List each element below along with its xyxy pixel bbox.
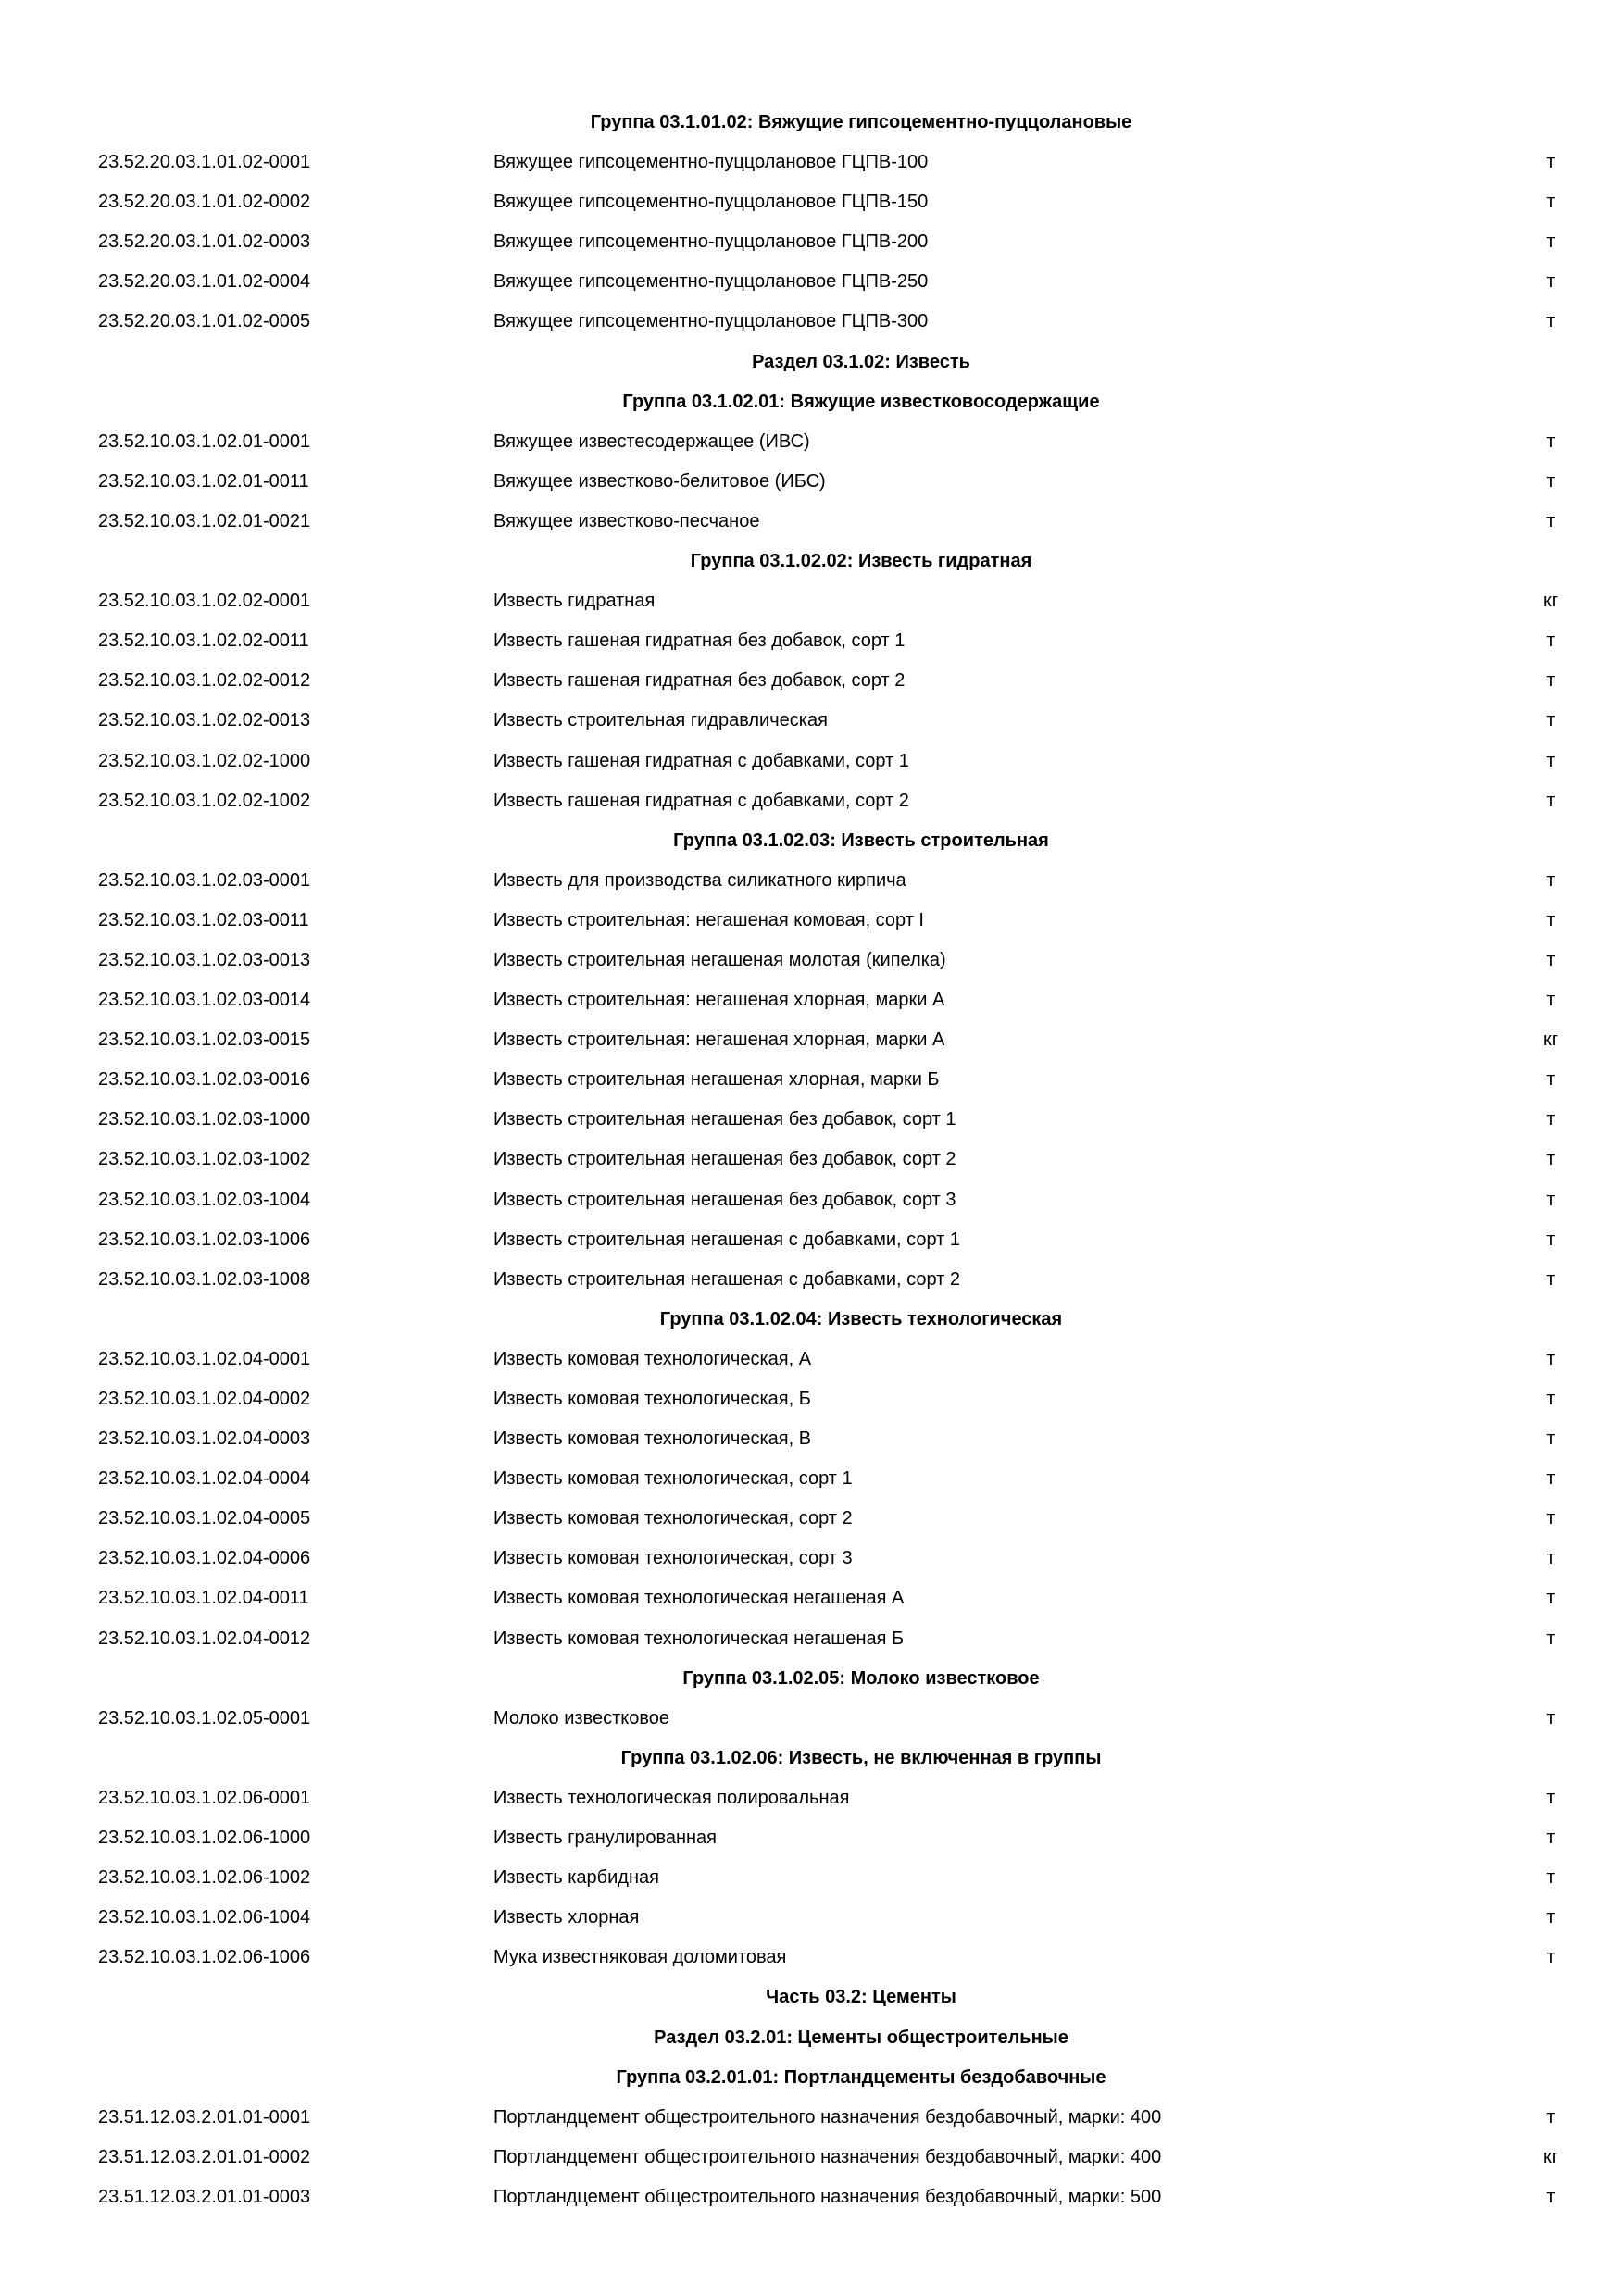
resource-name: Известь хлорная xyxy=(493,1907,640,1928)
unit-of-measure: т xyxy=(1546,1348,1555,1369)
resource-code: 23.52.20.03.1.01.02-0005 xyxy=(98,311,311,332)
resource-code: 23.52.10.03.1.02.01-0011 xyxy=(98,470,309,492)
table-row xyxy=(0,703,1624,742)
table-row xyxy=(0,743,1624,783)
unit-of-measure: т xyxy=(1546,670,1555,692)
table-row xyxy=(0,2140,1624,2179)
table-row xyxy=(0,1940,1624,1979)
table-row xyxy=(0,464,1624,504)
resource-name: Вяжущее известково-белитовое (ИБС) xyxy=(493,470,826,492)
unit-of-measure: т xyxy=(1546,1588,1555,1609)
resource-name: Известь технологическая полировальная xyxy=(493,1787,850,1808)
resource-code: 23.51.12.03.2.01.01-0002 xyxy=(98,2146,311,2167)
section-heading xyxy=(0,543,1624,583)
resource-code: 23.52.10.03.1.02.03-1004 xyxy=(98,1189,311,1210)
table-row xyxy=(0,184,1624,224)
resource-code: 23.52.10.03.1.02.03-0014 xyxy=(98,990,311,1011)
table-row xyxy=(0,1062,1624,1102)
section-heading xyxy=(0,1979,1624,2019)
heading-text: Группа 03.1.01.02: Вяжущие гипсоцементно-пуццолановые xyxy=(590,112,1132,132)
table-row xyxy=(0,1022,1624,1062)
unit-of-measure: т xyxy=(1546,1548,1555,1569)
table-row xyxy=(0,1381,1624,1421)
resource-name: Известь комовая технологическая, сорт 2 xyxy=(493,1508,853,1529)
table-row xyxy=(0,1621,1624,1661)
resource-name: Известь строительная гидравлическая xyxy=(493,710,828,731)
resource-code: 23.52.10.03.1.02.03-1000 xyxy=(98,1109,311,1130)
resource-code: 23.52.10.03.1.02.02-0012 xyxy=(98,670,311,692)
unit-of-measure: т xyxy=(1546,1268,1555,1290)
heading-text: Группа 03.1.02.06: Известь, не включенная в группы xyxy=(620,1747,1102,1768)
resource-name: Вяжущее гипсоцементно-пуццолановое ГЦПВ-300 xyxy=(493,311,929,332)
table-row xyxy=(0,264,1624,304)
table-row xyxy=(0,2179,1624,2219)
resource-name: Известь строительная негашеная с добавками, сорт 2 xyxy=(493,1268,961,1290)
unit-of-measure: т xyxy=(1546,1867,1555,1889)
resource-name: Известь комовая технологическая, В xyxy=(493,1429,812,1450)
unit-of-measure: т xyxy=(1546,710,1555,731)
resource-code: 23.52.10.03.1.02.02-1002 xyxy=(98,790,311,811)
unit-of-measure: т xyxy=(1546,909,1555,930)
resource-name: Известь комовая технологическая, А xyxy=(493,1348,812,1369)
resource-name: Известь гашеная гидратная без добавок, сорт 1 xyxy=(493,630,906,652)
section-heading xyxy=(0,2020,1624,2060)
table-row xyxy=(0,1421,1624,1461)
unit-of-measure: т xyxy=(1546,1787,1555,1808)
resource-name: Молоко известковое xyxy=(493,1707,670,1728)
resource-name: Вяжущее гипсоцементно-пуццолановое ГЦПВ-250 xyxy=(493,271,929,293)
resource-code: 23.52.10.03.1.02.02-0001 xyxy=(98,591,311,612)
unit-of-measure: кг xyxy=(1543,1029,1559,1051)
unit-of-measure: т xyxy=(1546,750,1555,771)
heading-text: Раздел 03.2.01: Цементы общестроительные xyxy=(654,2027,1068,2048)
resource-code: 23.52.10.03.1.02.05-0001 xyxy=(98,1707,311,1728)
unit-of-measure: т xyxy=(1546,510,1555,531)
resource-name: Известь комовая технологическая, сорт 3 xyxy=(493,1548,853,1569)
resource-name: Известь строительная: негашеная хлорная, марки А xyxy=(493,1029,945,1051)
unit-of-measure: т xyxy=(1546,1189,1555,1210)
heading-text: Часть 03.2: Цементы xyxy=(766,1987,956,2008)
resource-code: 23.52.10.03.1.02.06-1002 xyxy=(98,1867,311,1889)
table-row xyxy=(0,1541,1624,1580)
table-row xyxy=(0,224,1624,264)
unit-of-measure: т xyxy=(1546,2186,1555,2207)
heading-text: Группа 03.2.01.01: Портландцементы бездобавочные xyxy=(616,2066,1106,2088)
resource-code: 23.52.10.03.1.02.03-0013 xyxy=(98,949,311,970)
resource-name: Известь комовая технологическая, Б xyxy=(493,1389,811,1409)
resource-name: Известь гашеная гидратная без добавок, сорт 2 xyxy=(493,670,906,692)
heading-text: Раздел 03.1.02: Известь xyxy=(752,351,970,372)
section-heading xyxy=(0,1661,1624,1701)
heading-text: Группа 03.1.02.04: Известь технологическая xyxy=(659,1308,1063,1329)
unit-of-measure: т xyxy=(1546,470,1555,492)
section-heading xyxy=(0,823,1624,863)
unit-of-measure: т xyxy=(1546,1707,1555,1728)
unit-of-measure: т xyxy=(1546,790,1555,811)
resource-code: 23.52.10.03.1.02.03-1008 xyxy=(98,1268,311,1290)
unit-of-measure: т xyxy=(1546,1069,1555,1091)
resource-code: 23.52.10.03.1.02.03-1006 xyxy=(98,1229,311,1250)
table-row xyxy=(0,982,1624,1022)
resource-name: Известь гашеная гидратная с добавками, сорт 2 xyxy=(493,790,909,811)
unit-of-measure: т xyxy=(1546,1468,1555,1490)
resource-name: Известь гидратная xyxy=(493,591,656,612)
resource-name: Известь строительная негашеная без добавок, сорт 3 xyxy=(493,1189,956,1210)
table-row xyxy=(0,304,1624,343)
heading-text: Группа 03.1.02.05: Молоко известковое xyxy=(682,1667,1040,1689)
heading-text: Группа 03.1.02.01: Вяжущие известковосодержащие xyxy=(622,391,1100,412)
unit-of-measure: т xyxy=(1546,1429,1555,1450)
table-row xyxy=(0,1580,1624,1620)
table-row xyxy=(0,783,1624,823)
resource-code: 23.52.10.03.1.02.03-1002 xyxy=(98,1149,311,1170)
resource-code: 23.52.20.03.1.01.02-0002 xyxy=(98,192,311,213)
resource-name: Известь строительная негашеная хлорная, марки Б xyxy=(493,1069,940,1091)
table-row xyxy=(0,1860,1624,1900)
resource-name: Вяжущее гипсоцементно-пуццолановое ГЦПВ-150 xyxy=(493,192,929,213)
resource-code: 23.52.10.03.1.02.03-0001 xyxy=(98,869,311,891)
unit-of-measure: кг xyxy=(1543,2146,1559,2167)
resource-code: 23.52.20.03.1.01.02-0001 xyxy=(98,152,311,173)
table-row xyxy=(0,1222,1624,1262)
table-row xyxy=(0,663,1624,703)
resource-name: Портландцемент общестроительного назначения бездобавочный, марки: 400 xyxy=(493,2106,1162,2128)
resource-name: Известь гранулированная xyxy=(493,1828,718,1849)
resource-name: Известь комовая технологическая негашеная Б xyxy=(493,1628,905,1649)
unit-of-measure: т xyxy=(1546,1628,1555,1649)
resource-name: Мука известняковая доломитовая xyxy=(493,1947,787,1968)
resource-code: 23.52.10.03.1.02.04-0006 xyxy=(98,1548,311,1569)
unit-of-measure: т xyxy=(1546,192,1555,213)
unit-of-measure: т xyxy=(1546,990,1555,1011)
resource-name: Вяжущее гипсоцементно-пуццолановое ГЦПВ-200 xyxy=(493,231,929,253)
resource-code: 23.52.10.03.1.02.03-0011 xyxy=(98,909,309,930)
resource-code: 23.51.12.03.2.01.01-0003 xyxy=(98,2186,311,2207)
section-heading xyxy=(0,2060,1624,2100)
table-row xyxy=(0,903,1624,942)
unit-of-measure: т xyxy=(1546,271,1555,293)
resource-name: Известь строительная: негашеная комовая, сорт I xyxy=(493,909,924,930)
resource-name: Известь карбидная xyxy=(493,1867,659,1889)
table-row xyxy=(0,1820,1624,1860)
table-row xyxy=(0,1780,1624,1820)
heading-text: Группа 03.1.02.02: Известь гидратная xyxy=(690,551,1032,572)
resource-name: Вяжущее известесодержащее (ИВС) xyxy=(493,430,810,452)
section-heading xyxy=(0,384,1624,424)
table-row xyxy=(0,2100,1624,2140)
unit-of-measure: т xyxy=(1546,2106,1555,2128)
resource-code: 23.51.12.03.2.01.01-0001 xyxy=(98,2106,311,2128)
resource-code: 23.52.10.03.1.02.01-0021 xyxy=(98,510,311,531)
table-row xyxy=(0,1262,1624,1302)
resource-code: 23.52.10.03.1.02.01-0001 xyxy=(98,430,311,452)
resource-code: 23.52.10.03.1.02.04-0004 xyxy=(98,1468,311,1490)
resource-name: Известь строительная негашеная молотая (кипелка) xyxy=(493,949,946,970)
heading-text: Группа 03.1.02.03: Известь строительная xyxy=(673,830,1049,851)
unit-of-measure: кг xyxy=(1543,591,1559,612)
unit-of-measure: т xyxy=(1546,231,1555,253)
resource-code: 23.52.10.03.1.02.06-1000 xyxy=(98,1828,311,1849)
resource-code: 23.52.10.03.1.02.04-0003 xyxy=(98,1429,311,1450)
resource-code: 23.52.20.03.1.01.02-0003 xyxy=(98,231,311,253)
resource-name: Портландцемент общестроительного назначения бездобавочный, марки: 500 xyxy=(493,2186,1162,2207)
unit-of-measure: т xyxy=(1546,1149,1555,1170)
resource-code: 23.52.10.03.1.02.06-1006 xyxy=(98,1947,311,1968)
table-row xyxy=(0,1182,1624,1222)
table-row xyxy=(0,1142,1624,1181)
resource-name: Известь комовая технологическая, сорт 1 xyxy=(493,1468,853,1490)
section-heading xyxy=(0,105,1624,144)
resource-name: Известь строительная: негашеная хлорная, марки А xyxy=(493,990,945,1011)
resource-name: Известь строительная негашеная с добавками, сорт 1 xyxy=(493,1229,961,1250)
resource-code: 23.52.10.03.1.02.06-0001 xyxy=(98,1787,311,1808)
unit-of-measure: т xyxy=(1546,1229,1555,1250)
unit-of-measure: т xyxy=(1546,152,1555,173)
table-row xyxy=(0,1701,1624,1741)
resource-code: 23.52.10.03.1.02.04-0002 xyxy=(98,1389,311,1409)
resource-code: 23.52.10.03.1.02.04-0001 xyxy=(98,1348,311,1369)
table-row xyxy=(0,583,1624,623)
resource-code: 23.52.10.03.1.02.02-0013 xyxy=(98,710,311,731)
table-row xyxy=(0,1341,1624,1381)
resource-code: 23.52.10.03.1.02.04-0011 xyxy=(98,1588,309,1609)
resource-name: Известь для производства силикатного кирпича xyxy=(493,869,906,891)
unit-of-measure: т xyxy=(1546,1389,1555,1409)
unit-of-measure: т xyxy=(1546,1508,1555,1529)
table-row xyxy=(0,1501,1624,1541)
resource-name: Известь строительная негашеная без добавок, сорт 1 xyxy=(493,1109,956,1130)
table-row xyxy=(0,942,1624,982)
resource-name: Вяжущее известково-песчаное xyxy=(493,510,760,531)
unit-of-measure: т xyxy=(1546,1109,1555,1130)
resource-code: 23.52.10.03.1.02.02-0011 xyxy=(98,630,309,652)
unit-of-measure: т xyxy=(1546,630,1555,652)
resource-name: Известь гашеная гидратная с добавками, сорт 1 xyxy=(493,750,909,771)
unit-of-measure: т xyxy=(1546,1828,1555,1849)
unit-of-measure: т xyxy=(1546,1947,1555,1968)
unit-of-measure: т xyxy=(1546,311,1555,332)
table-row xyxy=(0,504,1624,543)
section-heading xyxy=(0,344,1624,384)
table-row xyxy=(0,144,1624,184)
unit-of-measure: т xyxy=(1546,949,1555,970)
table-row xyxy=(0,1900,1624,1940)
section-heading xyxy=(0,1302,1624,1341)
resource-code: 23.52.20.03.1.01.02-0004 xyxy=(98,271,311,293)
table-row xyxy=(0,863,1624,903)
resource-code: 23.52.10.03.1.02.02-1000 xyxy=(98,750,311,771)
resource-code: 23.52.10.03.1.02.06-1004 xyxy=(98,1907,311,1928)
table-row xyxy=(0,1102,1624,1142)
resource-name: Портландцемент общестроительного назначения бездобавочный, марки: 400 xyxy=(493,2146,1162,2167)
unit-of-measure: т xyxy=(1546,430,1555,452)
resource-code: 23.52.10.03.1.02.03-0015 xyxy=(98,1029,311,1051)
resource-name: Вяжущее гипсоцементно-пуццолановое ГЦПВ-100 xyxy=(493,152,929,173)
resource-code: 23.52.10.03.1.02.03-0016 xyxy=(98,1069,311,1091)
resource-name: Известь комовая технологическая негашеная А xyxy=(493,1588,905,1609)
table-row xyxy=(0,623,1624,663)
unit-of-measure: т xyxy=(1546,869,1555,891)
resource-code: 23.52.10.03.1.02.04-0012 xyxy=(98,1628,311,1649)
section-heading xyxy=(0,1741,1624,1780)
table-row xyxy=(0,424,1624,464)
unit-of-measure: т xyxy=(1546,1907,1555,1928)
resource-name: Известь строительная негашеная без добавок, сорт 2 xyxy=(493,1149,956,1170)
resource-code: 23.52.10.03.1.02.04-0005 xyxy=(98,1508,311,1529)
table-row xyxy=(0,1461,1624,1501)
